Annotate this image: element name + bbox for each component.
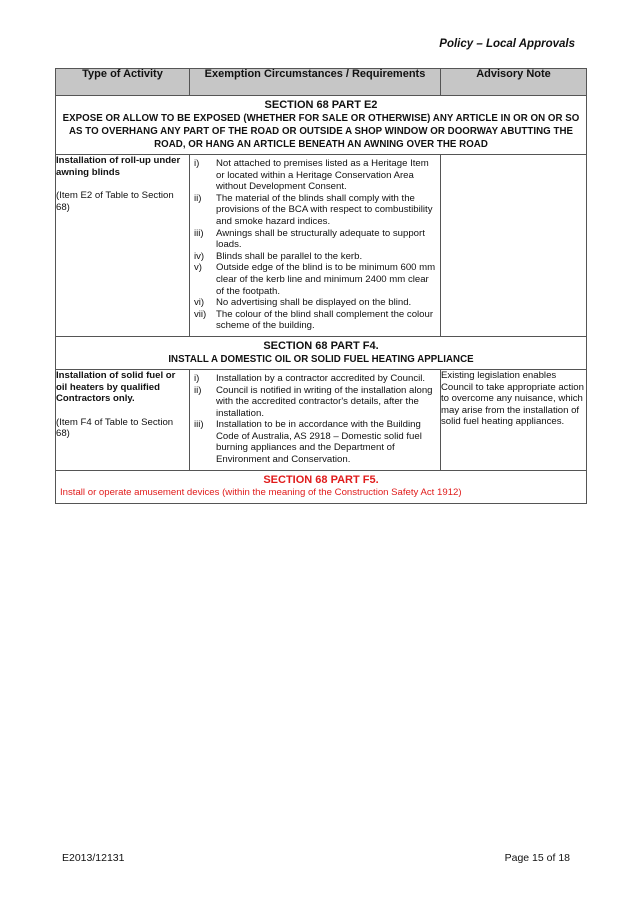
list-item [194,262,436,297]
activity-title: Installation of solid fuel or oil heaters by qualified Contractors only. [56,369,176,405]
advisory-cell [441,155,587,337]
column-header-activity: Type of Activity [56,69,190,96]
requirements-cell [190,155,441,337]
list-item [194,193,436,228]
activity-cell [56,155,190,337]
advisory-cell: Existing legislation enables Council to take appropriate action to overcome any nuisance, which may arise from the installation of solid fuel heating appliances. [441,369,587,470]
item-number: v) [194,262,202,274]
activity-title: Installation of roll-up under awning blinds [56,155,181,178]
item-text: Council is notified in writing of the installation along with the accredited contractor's details, after the installation. [216,384,433,419]
requirements-list [190,155,440,336]
item-number: vii) [194,308,207,320]
list-item [194,309,436,332]
column-header-advisory: Advisory Note [441,69,587,96]
list-item [194,385,436,420]
activity-reference: (Item F4 of Table to Section 68) [56,416,174,440]
requirements-cell [190,369,441,470]
list-item [194,297,436,309]
section-description: INSTALL A DOMESTIC OIL OR SOLID FUEL HEATING APPLIANCE [168,353,474,365]
list-item [194,228,436,251]
activity-reference: (Item E2 of Table to Section 68) [56,190,174,213]
section-title: SECTION 68 PART F4. [263,339,379,352]
item-text: Not attached to premises listed as a Heritage Item or located within a Heritage Conservation Area without Development Consent. [216,158,429,193]
column-header-requirements: Exemption Circumstances / Requirements [190,69,441,96]
item-text: Outside edge of the blind is to be minimum 600 mm clear of the kerb line and minimum 2400 mm clear of the footpath. [216,262,436,297]
footer-page-number: Page 15 of 18 [504,852,570,864]
activity-cell [56,369,190,470]
item-text: Awnings shall be structurally adequate to support loads. [216,227,425,251]
section-e2-heading-row [56,96,587,155]
list-item [194,251,436,263]
item-number: ii) [194,384,202,396]
item-number: i) [194,372,200,384]
item-number: i) [194,158,200,169]
list-item [194,158,436,193]
item-number: vi) [194,297,205,309]
section-description: Install or operate amusement devices (within the meaning of the Construction Safety Act 1912) [60,486,462,498]
section-title: SECTION 68 PART E2 [264,99,378,111]
table-row [56,369,587,470]
item-text: The colour of the blind shall complement the colour scheme of the building. [216,308,434,332]
item-text: The material of the blinds shall comply with the provisions of the BCA with respect to combustibility and smoke hazard indices. [216,192,433,227]
list-item [194,373,436,385]
table-header-row [56,69,587,96]
requirements-list [190,370,440,470]
section-f5-heading-row [56,470,587,503]
item-text: Installation by a contractor accredited by Council. [216,372,426,384]
exemptions-table [55,68,587,504]
table-row [56,155,587,337]
list-item [194,419,436,465]
item-text: No advertising shall be displayed on the blind. [216,297,412,309]
item-number: iv) [194,250,205,262]
item-number: ii) [194,192,202,204]
item-text: Installation to be in accordance with the Building Code of Australia, AS 2918 – Domestic solid fuel burning appliances and the Department of Environment and Conservation. [216,419,422,466]
item-text: Blinds shall be parallel to the kerb. [216,250,363,262]
section-f4-heading-row [56,336,587,369]
footer-document-reference: E2013/12131 [62,852,125,864]
item-number: iii) [194,227,204,239]
page-header-title: Policy – Local Approvals [439,38,575,50]
item-number: iii) [194,419,204,431]
section-title: SECTION 68 PART F5. [263,473,379,486]
section-description: EXPOSE OR ALLOW TO BE EXPOSED (WHETHER FOR SALE OR OTHERWISE) ANY ARTICLE IN OR ON OR SO AS TO OVERHANG ANY PART OF THE ROAD OR OUTSIDE A SHOP WINDOW OR DOORWAY ABUTTING THE ROAD, OR HANG AN ARTICLE BENEATH AN AWNING OVER THE ROAD [62,113,580,150]
